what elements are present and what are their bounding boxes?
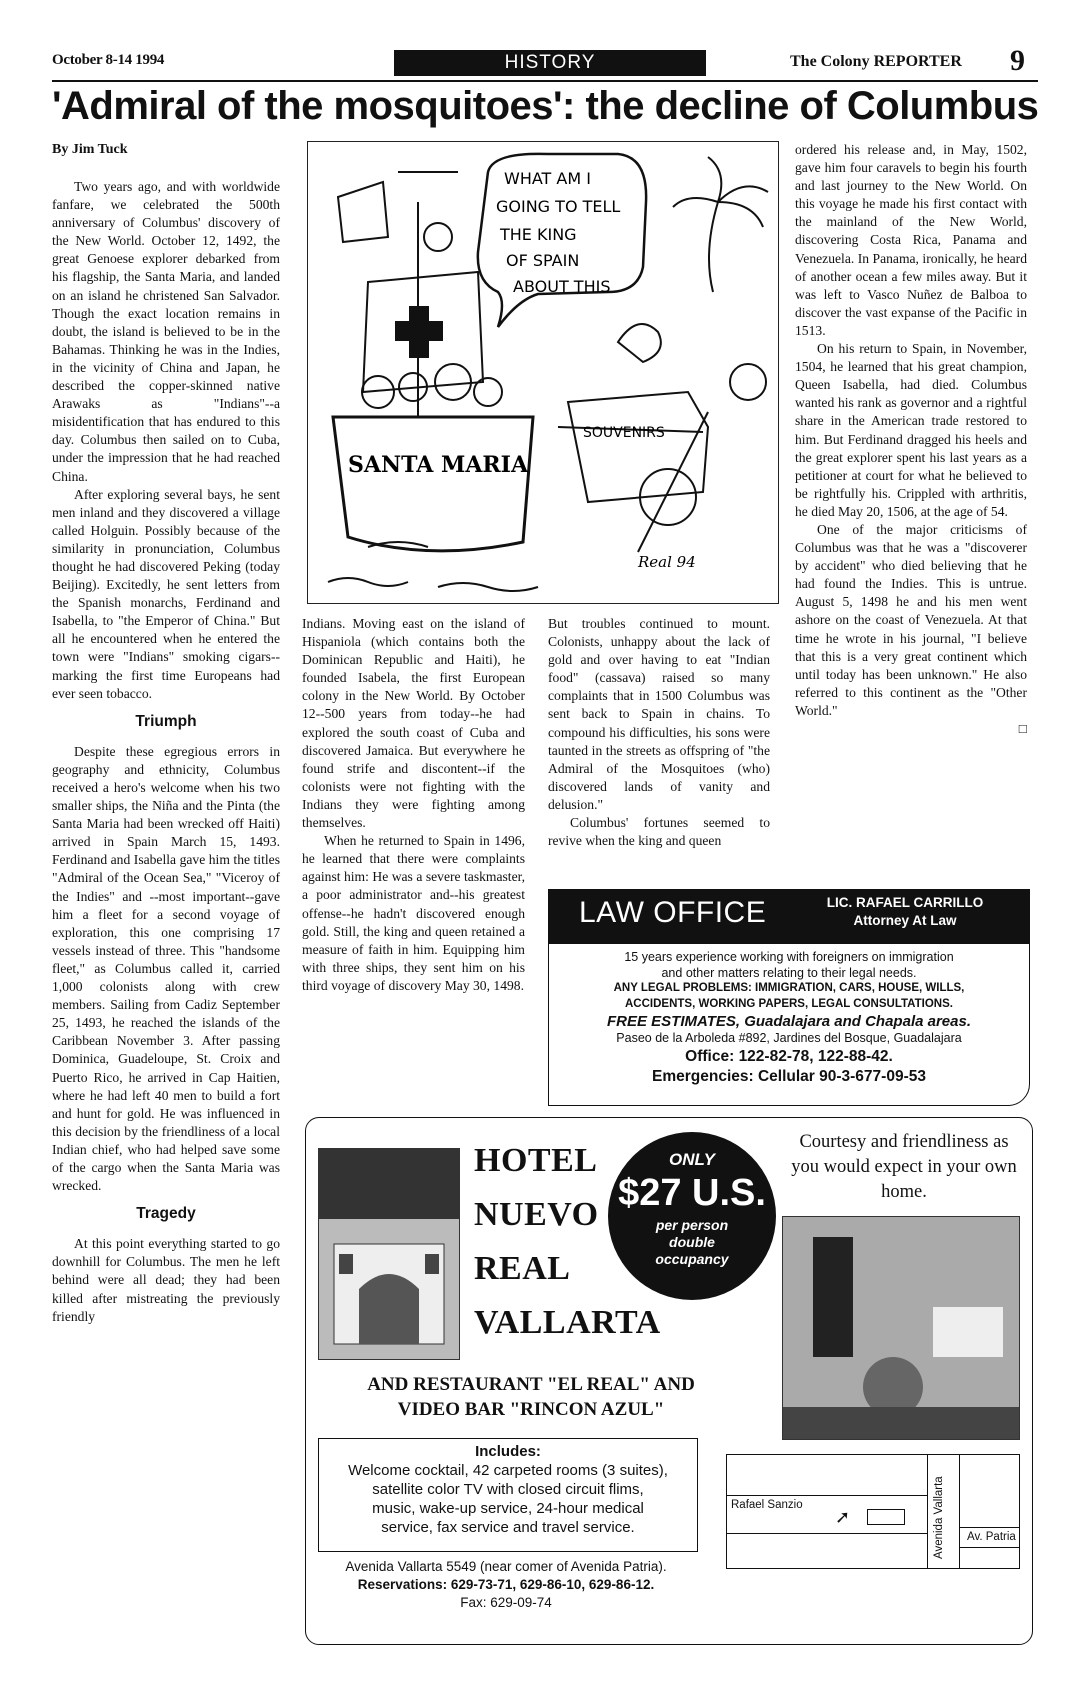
ad-line: FREE ESTIMATES, Guadalajara and Chapala areas.: [606, 1013, 971, 1030]
restaurant-info: [306, 1372, 756, 1422]
hotel-interior-photo: [782, 1216, 1020, 1440]
paragraph: Indians. Moving east on the island of Hispaniola (which contains both the Dominican Republic and Haiti), he founded Isabela, the first European colony in the New World. By October 12--500 years from today--he had explored the south coast of Cuba and discovered Jamaica. But everywhere he found strife and discontent--if the colonists were not fighting with the Indians they were fighting among themselves.: [302, 616, 525, 831]
map-street-label: Avenida Vallarta: [933, 1476, 945, 1559]
includes-title: Includes:: [475, 1443, 541, 1460]
issue-date: October 8-14 1994: [52, 52, 165, 68]
hotel-marker-icon: [867, 1509, 905, 1525]
location-map: [726, 1454, 1020, 1569]
hotel-name-line: VALLARTA: [474, 1304, 661, 1341]
speech-line: THE KING: [500, 225, 577, 244]
headline: 'Admiral of the mosquitoes': the decline of Columbus: [52, 84, 1039, 128]
ad-line: 15 years experience working with foreigners on immigration: [624, 950, 954, 964]
byline: By Jim Tuck: [52, 142, 128, 157]
hotel-building-drawing: [319, 1149, 459, 1359]
subhead-tragedy: Tragedy: [136, 1205, 196, 1223]
map-street-label: Rafael Sanzio: [731, 1499, 803, 1511]
paragraph: Columbus' fortunes seemed to revive when the king and queen: [548, 815, 770, 849]
hotel-ad: [305, 1117, 1033, 1645]
includes-line: satellite color TV with closed circuit flims,: [372, 1481, 644, 1498]
office-phone: Office: 122-82-78, 122-88-42.: [685, 1047, 893, 1065]
interior-drawing: [783, 1217, 1019, 1439]
hotel-name-line: NUEVO: [474, 1196, 599, 1233]
paragraph: When he returned to Spain in 1496, he learned that there were complaints against him: He was a severe taskmaster, a poor administrator and--his greatest offense--he hadn't discovered enough gold. Still, the king and queen retained a measure of faith in him. Equipping him with three ships, they sent him on his third voyage of discovery May 30, 1498.: [302, 833, 525, 993]
speech-line: OF SPAIN: [506, 251, 580, 270]
badge-line: occupancy: [655, 1251, 729, 1267]
hotel-name-line: HOTEL: [474, 1142, 598, 1179]
hotel-fax: Fax: 629-09-74: [460, 1595, 552, 1610]
hotel-name-line: REAL: [474, 1250, 571, 1287]
souvenir-sign: SOUVENIRS: [583, 425, 665, 441]
cartoon-drawing: [308, 142, 778, 603]
ship-name: SANTA MARIA: [348, 452, 529, 478]
hotel-address-block: [306, 1558, 706, 1612]
restaurant-line: AND RESTAURANT "EL REAL" AND: [367, 1374, 695, 1395]
badge-only: ONLY: [669, 1150, 715, 1169]
restaurant-line: VIDEO BAR "RINCON AZUL": [397, 1399, 665, 1420]
arrow-icon: ➚: [835, 1507, 851, 1527]
paragraph: At this point everything started to go downhill for Columbus. The men he left behind were all dead; they had been killed after mistreating the previously friendly: [52, 1236, 280, 1324]
newspaper-name: The Colony REPORTER: [790, 53, 962, 70]
includes-line: music, wake-up service, 24-hour medical: [372, 1500, 644, 1517]
emergency-phone: Emergencies: Cellular 90-3-677-09-53: [652, 1067, 926, 1085]
hotel-address: Avenida Vallarta 5549 (near comer of Avenida Patria).: [345, 1559, 667, 1574]
paragraph: On his return to Spain, in November, 1504, he learned that his great champion, Queen Isabella, had died. Columbus wanted his rank as governor and a rightful share in the American trade restored to him. But Ferdinand dragged his heels and the great explorer spent his last years as a petitioner at court for what he believed to be rightfully his. Crippled with arthritis, he died May 20, 1506, at the age of 54.: [795, 341, 1027, 519]
law-office-title: LAW OFFICE: [579, 896, 767, 929]
cartoon-illustration: [307, 141, 779, 604]
page-number: 9: [1010, 44, 1025, 77]
hotel-photo: [318, 1148, 460, 1360]
article-column-1: [52, 178, 280, 1326]
paragraph: Two years ago, and with worldwide fanfare, we celebrated the 500th anniversary of Columbus' discovery of the New World. October 12, 1492, the great Genoese explorer debarked from his flagship, the Santa Maria, and landed on an island he christened San Salvador. Though the exact location remains in doubt, the island is believed to be in the Bahamas. Thinking he was in the Indies, in the vicinity of China and Japan, he described the copper-skinned native Arawaks as "Indians"--a misidentification that has endured to this day. Columbus then sailed on to Cuba, under the impression that he had reached China.: [52, 179, 280, 484]
badge-line: double: [669, 1234, 715, 1250]
ad-line: ANY LEGAL PROBLEMS: IMMIGRATION, CARS, HOUSE, WILLS,: [613, 982, 965, 994]
price-badge: [608, 1132, 776, 1300]
article-column-4: [795, 141, 1027, 738]
paragraph: One of the major criticisms of Columbus was that he was a "discoverer by accident" who died believing that he had found the Indies. This is untrue. August 5, 1498 he and his men went ashore on the coast of Venezuela. At that time he wrote in his journal, "I believe that this is a very great continent which until today has been unknown." He also referred to this continent as the "Other World.": [795, 521, 1027, 718]
speech-line: GOING TO TELL: [496, 197, 621, 216]
end-mark: □: [1018, 721, 1027, 736]
includes-box: [318, 1438, 698, 1552]
section-label: HISTORY: [394, 50, 706, 76]
courtesy-slogan: Courtesy and friendliness as you would expect in your own home.: [791, 1132, 1017, 1202]
badge-price: $27 U.S.: [618, 1172, 766, 1214]
header-rule: [52, 80, 1038, 82]
cartoonist-signature: Real 94: [638, 553, 696, 571]
lawyer-role: Attorney At Law: [853, 913, 957, 928]
article-column-3: [548, 615, 770, 850]
paragraph: ordered his release and, in May, 1502, gave him four caravels to begin his fourth and last journey to the New World. On this voyage he made his first contact with the mainland of the New World, discovering Costa Rica, Panama and Venezuela. In Panama, ironically, he heard of another ocean a few miles away. But it was left to Vasco Nuñez de Balboa to discover the vast expanse of the Pacific in 1513.: [795, 142, 1027, 338]
ad-line: Paseo de la Arboleda #892, Jardines del Bosque, Guadalajara: [616, 1031, 962, 1045]
lawyer-info: [795, 894, 1015, 930]
speech-line: ABOUT THIS: [513, 277, 611, 296]
law-office-ad: [548, 889, 1030, 1106]
hotel-reservations: Reservations: 629-73-71, 629-86-10, 629-86-12.: [357, 1577, 655, 1592]
speech-line: WHAT AM I: [504, 169, 591, 188]
includes-line: Welcome cocktail, 42 carpeted rooms (3 suites),: [348, 1462, 668, 1479]
law-ad-header: [549, 890, 1029, 944]
map-street-label: Av. Patria: [967, 1531, 1016, 1543]
badge-line: per person: [655, 1217, 729, 1233]
ad-line: and other matters relating to their legal needs.: [661, 965, 917, 980]
paragraph: But troubles continued to mount. Colonists, unhappy about the lack of gold and over having to eat "Indian food" (cassava) raised so many complaints that in 1500 Columbus was sent back to Spain in chains. To compound his difficulties, his sons were taunted in the streets as offspring of "the Admiral of the Mosquitoes (who) discovered lands of vanity and delusion.": [548, 616, 770, 812]
ad-line: ACCIDENTS, WORKING PAPERS, LEGAL CONSULTATIONS.: [625, 997, 953, 1010]
article-column-2: [302, 615, 525, 995]
includes-line: service, fax service and travel service.: [381, 1519, 635, 1536]
paragraph: Despite these egregious errors in geography and ethnicity, Columbus received a hero's welcome when his two smaller ships, the Niña and the Pinta (the Santa Maria had been wrecked off Haiti) arrived in Spain March 15, 1493. Ferdinand and Isabella gave him the titles "Admiral of the Ocean Sea," "Viceroy of the Indies" and --most important--gave him a fleet for a second voyage of exploration, this one comprising 17 vessels instead of three. This "handsome fleet," as Columbus called it, carried 1,000 colonists along with crew members. Sailing from Cadiz September 25, 1493, he reached the islands of the Caribbean November 3. After passing Dominica, Guadeloupe, St. Croix and Puerto Rico, he arrived in Cap Haitien, where he had left 40 men to build a fort and hunt for gold. He was influenced in this decision by the friendliness of a local Indian chief, who had helped save some of the cargo when the Santa Maria was wrecked.: [52, 743, 280, 1194]
lawyer-name: LIC. RAFAEL CARRILLO: [826, 895, 984, 910]
paragraph: After exploring several bays, he sent men inland and they discovered a village called Holguin. Possibly because of the similarity in pronunciation, Columbus thought he had discovered Peking (today Beijing). Excitedly, he sent letters from the Spanish monarchs, Ferdinand and Isabella, to "the Emperor of China." But all he encountered when he entered the town were "Indians" smoking cigars--marking the first time Europeans had ever seen tobacco.: [52, 486, 280, 701]
subhead-triumph: Triumph: [135, 712, 197, 730]
